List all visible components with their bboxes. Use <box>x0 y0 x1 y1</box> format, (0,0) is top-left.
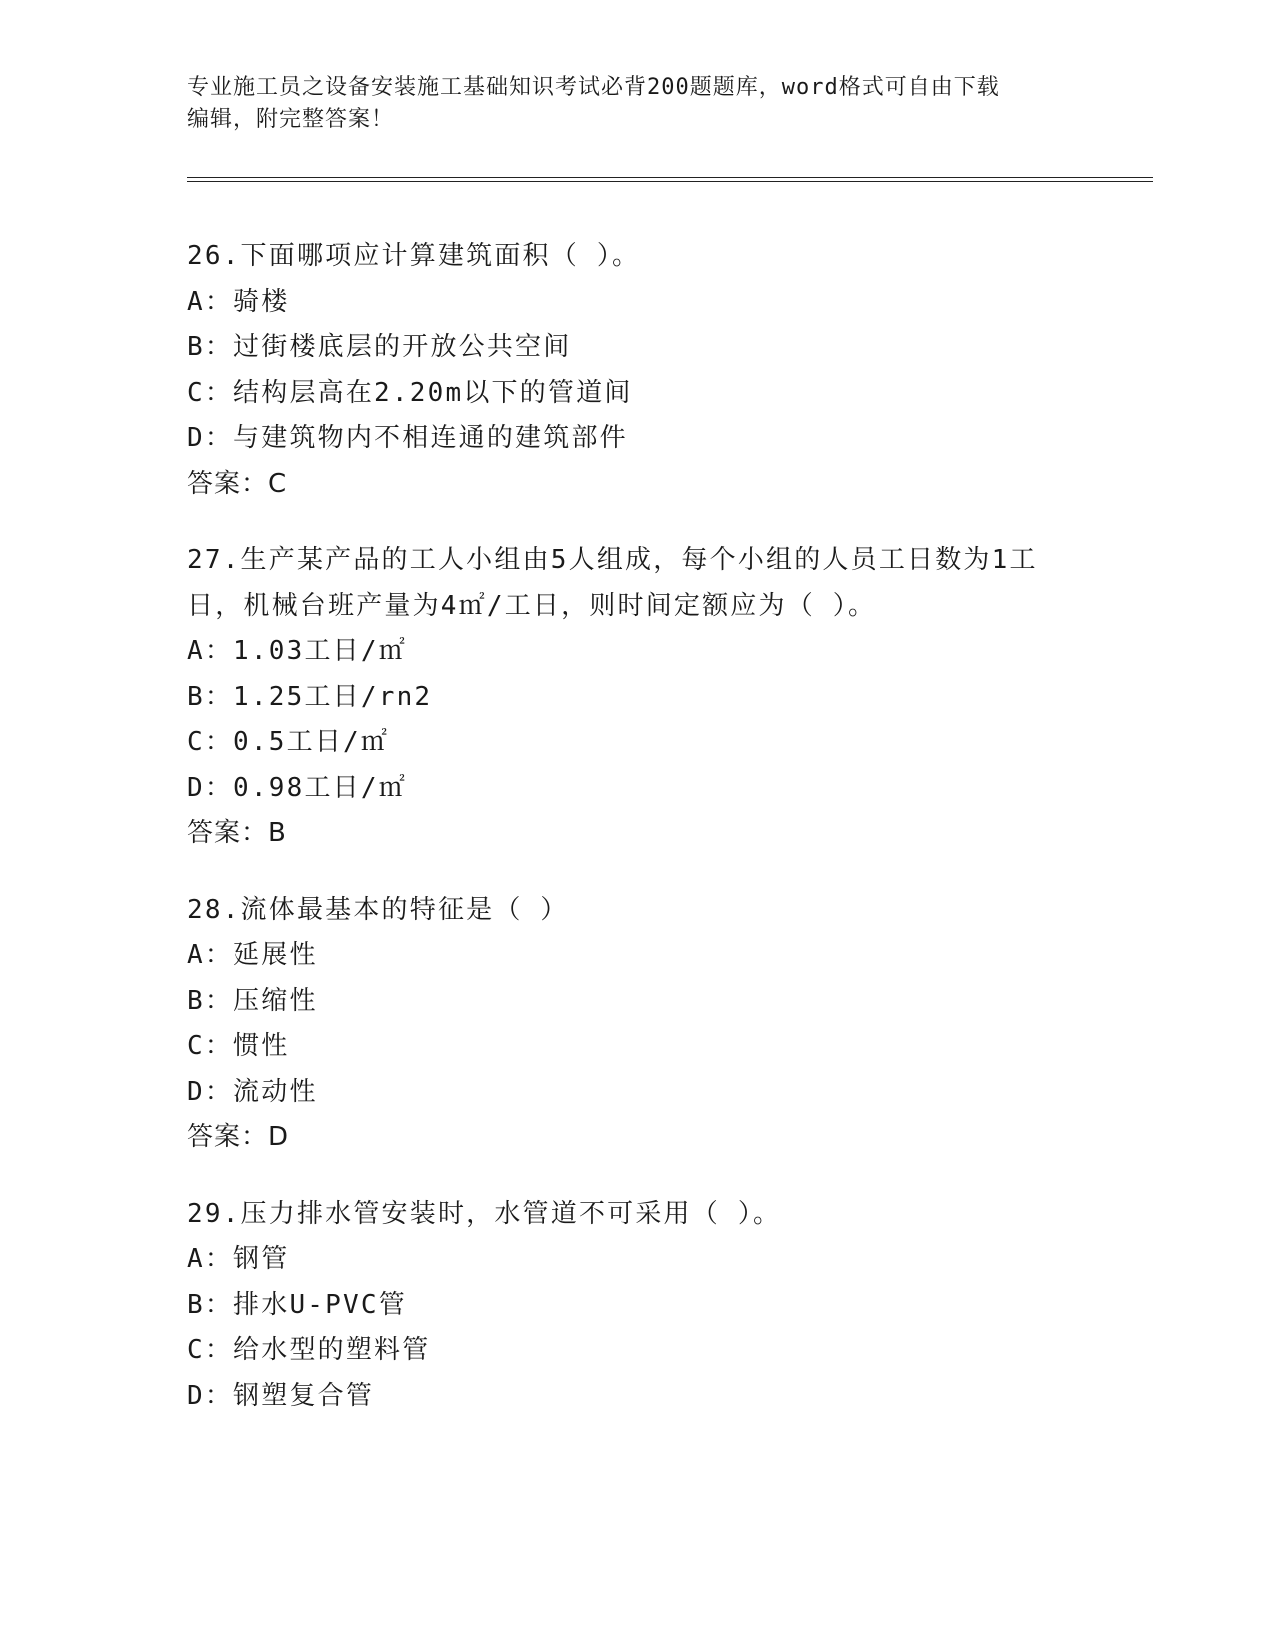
document-header <box>187 72 1087 136</box>
option-b: B：过街楼底层的开放公共空间 <box>187 332 572 362</box>
option-d: D：流动性 <box>187 1076 318 1107</box>
option-c: C：惯性 <box>187 1031 290 1061</box>
header-line-2: 编辑，附完整答案！ <box>187 107 395 132</box>
question-29 <box>187 1192 1087 1420</box>
question-26 <box>187 234 1087 507</box>
option-d: D：0.98工日/㎡ <box>187 772 407 803</box>
option-c: C：给水型的塑料管 <box>187 1335 431 1365</box>
option-a: A：骑楼 <box>187 286 290 317</box>
header-divider-top <box>187 177 1153 178</box>
answer-line: 答案：D <box>187 1122 290 1152</box>
option-c: C：结构层高在2.20m以下的管道间 <box>187 377 633 408</box>
answer-line: 答案：B <box>187 818 287 848</box>
question-stem: 28.流体最基本的特征是（ ） <box>187 894 569 925</box>
question-stem: 29.压力排水管安装时，水管道不可采用（ ）。 <box>187 1198 782 1229</box>
option-a: A：1.03工日/㎡ <box>187 636 407 666</box>
option-b: B：1.25工日/rn2 <box>187 681 433 712</box>
option-a: A：延展性 <box>187 940 318 970</box>
question-28 <box>187 888 1087 1161</box>
question-stem: 27.生产某产品的工人小组由5人组成，每个小组的人员工日数为1工日，机械台班产量为4㎡/工日，则时间定额应为（ ）。 <box>187 545 1038 621</box>
option-d: D：钢塑复合管 <box>187 1380 375 1411</box>
header-divider-bottom <box>187 181 1153 182</box>
question-stem: 26.下面哪项应计算建筑面积（ ）。 <box>187 241 641 271</box>
option-b: B：排水U-PVC管 <box>187 1289 407 1320</box>
answer-line: 答案：C <box>187 468 288 499</box>
option-c: C：0.5工日/㎡ <box>187 727 390 757</box>
question-27 <box>187 538 1087 857</box>
option-b: B：压缩性 <box>187 985 318 1016</box>
option-a: A：钢管 <box>187 1244 290 1274</box>
option-d: D：与建筑物内不相连通的建筑部件 <box>187 423 628 453</box>
header-line-1: 专业施工员之设备安装施工基础知识考试必背200题题库，word格式可自由下载 <box>187 75 1000 100</box>
question-list <box>187 234 1087 1450</box>
